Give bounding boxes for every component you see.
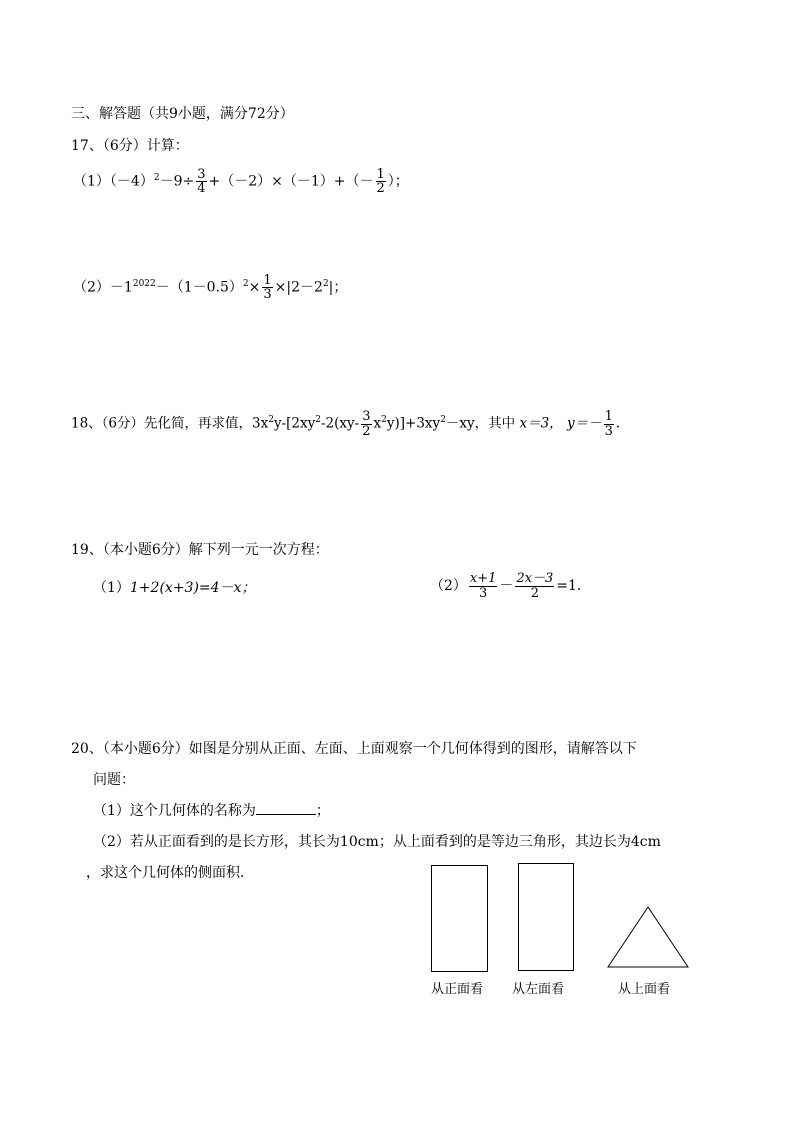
q17-p1-fraction-3-4: $\frac{3}{4}$ — [197, 166, 206, 197]
q20-p1-end: ； — [315, 803, 330, 819]
top-view-triangle — [606, 905, 690, 969]
q17-p2-text-d: ×|2－2 — [274, 279, 323, 296]
q19-p2-minus: － — [499, 578, 514, 594]
q17-p2-label: （2） — [73, 279, 110, 296]
q17-p2-exp-a: 2022 — [132, 279, 156, 289]
q20-p1-text: （1）这个几何体的名称为 — [93, 803, 256, 819]
q19-p2-rest: =1． — [556, 578, 591, 594]
q18-fraction-1-3: $\frac{1}{3}$ — [604, 408, 613, 439]
q17-p1-exp: 2 — [153, 173, 160, 183]
q18-x-value: x＝3， — [519, 415, 563, 432]
q19-p1-label: （1） — [93, 580, 130, 596]
q17-p2-text-b: －（1－0.5） — [155, 279, 243, 296]
q20-part1 — [93, 800, 330, 820]
q17-part1 — [73, 160, 409, 200]
q17-p2-text-c: × — [248, 279, 261, 296]
q18-expr-6: －xy，其中 — [445, 415, 516, 432]
q18-expr-5: y)]+3xy — [386, 415, 441, 432]
q18-y-value: y＝－ — [566, 415, 602, 432]
q20-header: 20、（本小题6分）如图是分别从正面、左面、上面观察一个几何体得到的图形，请解答以下 — [71, 741, 637, 757]
q19-p2-fraction-1: $\frac{x+1}{3}$ — [469, 570, 497, 601]
section-title: 三、解答题（共9小题，满分72分） — [71, 106, 294, 122]
q17-p1-fraction-1-2: $\frac{1}{2}$ — [376, 166, 385, 197]
q19-part1 — [93, 577, 255, 597]
q19-p2-fraction-2: $\frac{2x-3}{2}$ — [516, 570, 554, 601]
q18-exp-4: 2 — [381, 415, 387, 425]
q19-part2 — [430, 568, 591, 604]
q18-exp-1: 2 — [268, 415, 274, 425]
q19-header: 19、（本小题6分）解下列一元一次方程： — [71, 542, 329, 558]
q18-line — [71, 402, 620, 442]
q19-p2-label: （2） — [430, 578, 467, 594]
q18-exp-2: 2 — [315, 415, 321, 425]
q17-p1-text-d: ）； — [387, 173, 409, 190]
q18-header: 18、（6分）先化简，再求值， — [71, 415, 253, 432]
q20-answer-blank[interactable] — [256, 802, 316, 815]
caption-top-view: 从上面看 — [618, 982, 671, 997]
q18-expr-1: 3x — [252, 415, 269, 432]
caption-left-view: 从左面看 — [512, 982, 565, 997]
q17-p1-label: （1） — [73, 173, 110, 190]
q18-expr-2: y-[2xy — [273, 415, 316, 432]
q20-header-cont: 问题： — [93, 772, 135, 788]
q17-p2-text-e: |； — [328, 279, 348, 296]
q18-fraction-3-2: $\frac{3}{2}$ — [362, 408, 371, 439]
q17-part2 — [73, 266, 347, 306]
caption-front-view: 从正面看 — [431, 982, 484, 997]
q18-expr-4: x — [373, 415, 382, 432]
q17-header: 17、（6分）计算： — [71, 138, 189, 154]
q17-p2-exp-d: 2 — [322, 279, 329, 289]
q19-p1-equation: 1+2(x+3)=4－x； — [129, 580, 256, 596]
q17-p2-text-a: －1 — [109, 279, 133, 296]
left-view-rectangle — [518, 863, 574, 971]
q18-exp-5: 2 — [440, 415, 446, 425]
q17-p1-text-b: －9÷ — [159, 173, 195, 190]
q20-part2: （2）若从正面看到的是长方形，其长为10cm；从上面看到的是等边三角形，其边长为4cm — [93, 834, 661, 850]
front-view-rectangle — [431, 865, 488, 972]
q18-expr-3: -2(xy- — [321, 415, 360, 432]
q20-part2-cont: ，求这个几何体的侧面积． — [86, 865, 254, 881]
q17-p1-text-a: （－4） — [109, 173, 154, 190]
q17-p1-text-c: +（－2）×（－1）+（－ — [208, 173, 374, 190]
q17-p2-exp-b: 2 — [242, 279, 249, 289]
q17-p2-fraction-1-3: $\frac{1}{3}$ — [263, 272, 272, 303]
q18-end: . — [615, 415, 621, 432]
